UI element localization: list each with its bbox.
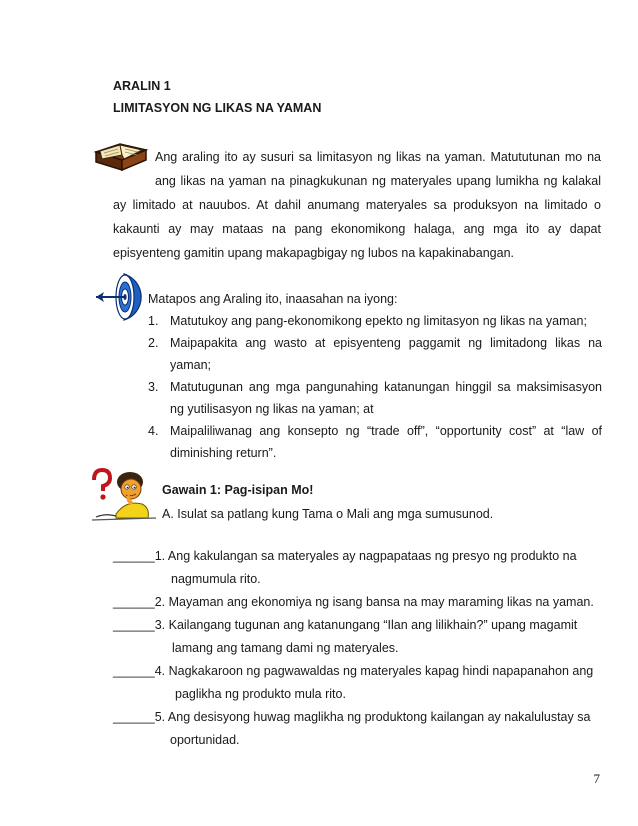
objectives bbox=[148, 288, 602, 464]
question-line: ______3. Kailangang tugunan ang katanungang “Ilan ang lilikhain?” upang magamit bbox=[113, 618, 578, 632]
question-line: ______5. Ang desisyong huwag maglikha ng produktong kailangan ay nakalulustay sa bbox=[113, 710, 591, 724]
objective-text: Matutugunan ang mga pangunahing katanungan hinggil sa maksimisasyon ng yutilisasyon ng likas na yaman; at bbox=[170, 380, 602, 416]
question-item bbox=[113, 614, 603, 660]
objective-text: Matutukoy ang pang-ekonomikong epekto ng limitasyon ng likas na yaman; bbox=[170, 314, 587, 328]
question-continuation: paglikha ng produkto mula rito. bbox=[175, 687, 346, 701]
intro-paragraph bbox=[113, 145, 601, 265]
question-line: ______1. Ang kakulangan sa materyales ay nagpapataas ng presyo ng produkto na bbox=[113, 549, 577, 563]
objectives-lead: Matapos ang Araling ito, inaasahan na iyong: bbox=[148, 292, 398, 306]
objective-text: Maipaliliwanag ang konsepto ng “trade off”, “opportunity cost” at “law of diminishing return”. bbox=[170, 424, 602, 460]
question-continuation: lamang ang tamang dami ng materyales. bbox=[172, 641, 399, 655]
lesson-title: LIMITASYON NG LIKAS NA YAMAN bbox=[113, 101, 322, 115]
objective-text: Maipapakita ang wasto at episyenteng paggamit ng limitadong likas na yaman; bbox=[170, 336, 602, 372]
question-item bbox=[113, 591, 603, 614]
question-continuation: oportunidad. bbox=[170, 733, 240, 747]
question-continuation: nagmumula rito. bbox=[171, 572, 261, 586]
objective-number: 4. bbox=[148, 424, 159, 438]
objectives-list bbox=[148, 310, 602, 464]
objective-item bbox=[148, 420, 602, 464]
objective-number: 3. bbox=[148, 380, 159, 394]
objective-item bbox=[148, 332, 602, 376]
target-icon bbox=[92, 270, 148, 324]
question-item bbox=[113, 706, 603, 752]
page-number: 7 bbox=[593, 771, 600, 786]
objective-number: 1. bbox=[148, 314, 159, 328]
objective-item bbox=[148, 376, 602, 420]
activity-instruction: A. Isulat sa patlang kung Tama o Mali ang mga sumusunod. bbox=[162, 507, 494, 521]
question-item bbox=[113, 660, 603, 706]
question-line: ______4. Nagkakaroon ng pagwawaldas ng materyales kapag hindi napapanahon ang bbox=[113, 664, 594, 678]
question-line: ______2. Mayaman ang ekonomiya ng isang bansa na may maraming likas na yaman. bbox=[113, 595, 594, 609]
activity-title: Gawain 1: Pag-isipan Mo! bbox=[162, 483, 314, 497]
intro-line-1: Ang araling ito ay susuri sa limitasyon ng likas na yaman. Matututunan mo na bbox=[155, 150, 601, 164]
intro-rest: ay limitado at nauubos. At dahil anumang materyales sa produksyon na limitado o kakaunti ay may mataas na pang ekonomikong halaga, ang mga ito ay dapat episyenteng gamitin upang makapagbigay ng lubos na kapakinabangan. bbox=[113, 198, 601, 260]
objective-number: 2. bbox=[148, 336, 159, 350]
intro-line-2: ang likas na yaman na pinagkukunan ng materyales upang lumikha ng kalakal bbox=[155, 174, 601, 188]
thinking-person-icon bbox=[86, 468, 162, 528]
question-item bbox=[113, 545, 603, 591]
objective-item bbox=[148, 310, 602, 332]
lesson-label: ARALIN 1 bbox=[113, 79, 171, 93]
